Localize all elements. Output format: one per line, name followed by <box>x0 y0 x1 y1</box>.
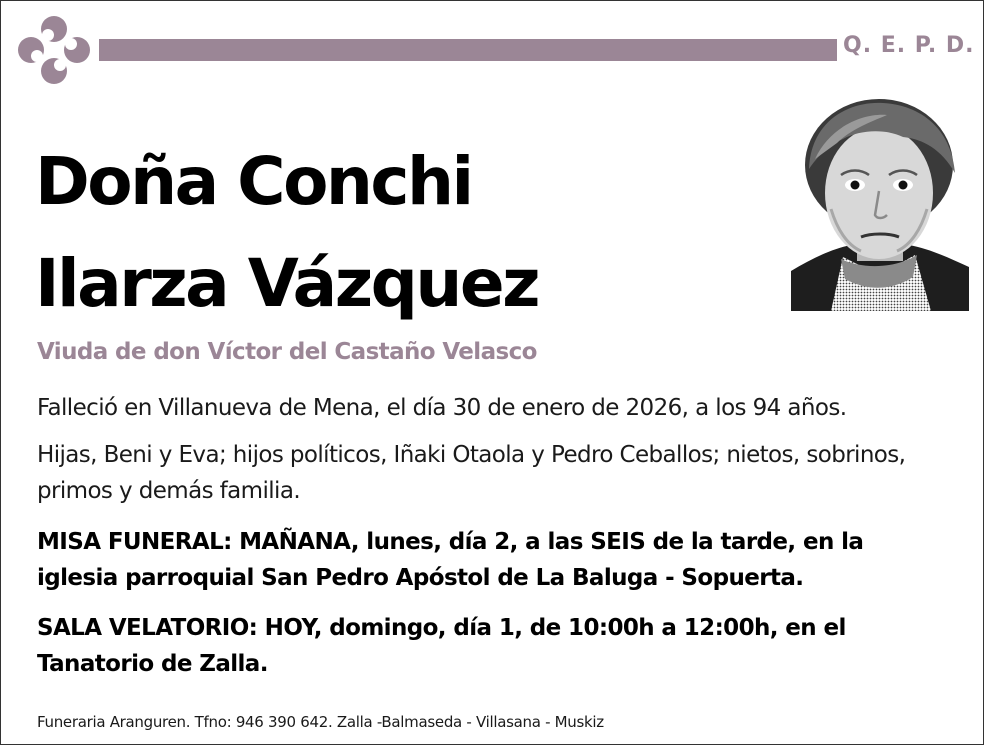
name-line-1: Doña Conchi <box>35 143 472 220</box>
family-list: Hijas, Beni y Eva; hijos políticos, Iñaki Otaola y Pedro Ceballos; nietos, sobrinos, primos y demás familia. <box>37 442 906 504</box>
header-bar <box>99 39 837 61</box>
death-notice: Falleció en Villanueva de Mena, el día 30 de enero de 2026, a los 94 años. <box>37 395 847 421</box>
deceased-name <box>35 131 538 335</box>
qepd-label: Q. E. P. D. <box>843 33 975 58</box>
lauburu-icon <box>15 13 93 87</box>
funeral-mass-info: MISA FUNERAL: MAÑANA, lunes, día 2, a las SEIS de la tarde, en la iglesia parroquial San Pedro Apóstol de La Baluga - Sopuerta. <box>37 529 864 591</box>
portrait-photo <box>791 99 969 311</box>
wake-info: SALA VELATORIO: HOY, domingo, día 1, de 10:00h a 12:00h, en el Tanatorio de Zalla. <box>37 615 846 677</box>
deceased-subtitle: Viuda de don Víctor del Castaño Velasco <box>37 339 537 365</box>
name-line-2: Ilarza Vázquez <box>35 245 539 322</box>
funeral-home-footer: Funeraria Aranguren. Tfno: 946 390 642. Zalla -Balmaseda - Villasana - Muskiz <box>37 713 604 731</box>
